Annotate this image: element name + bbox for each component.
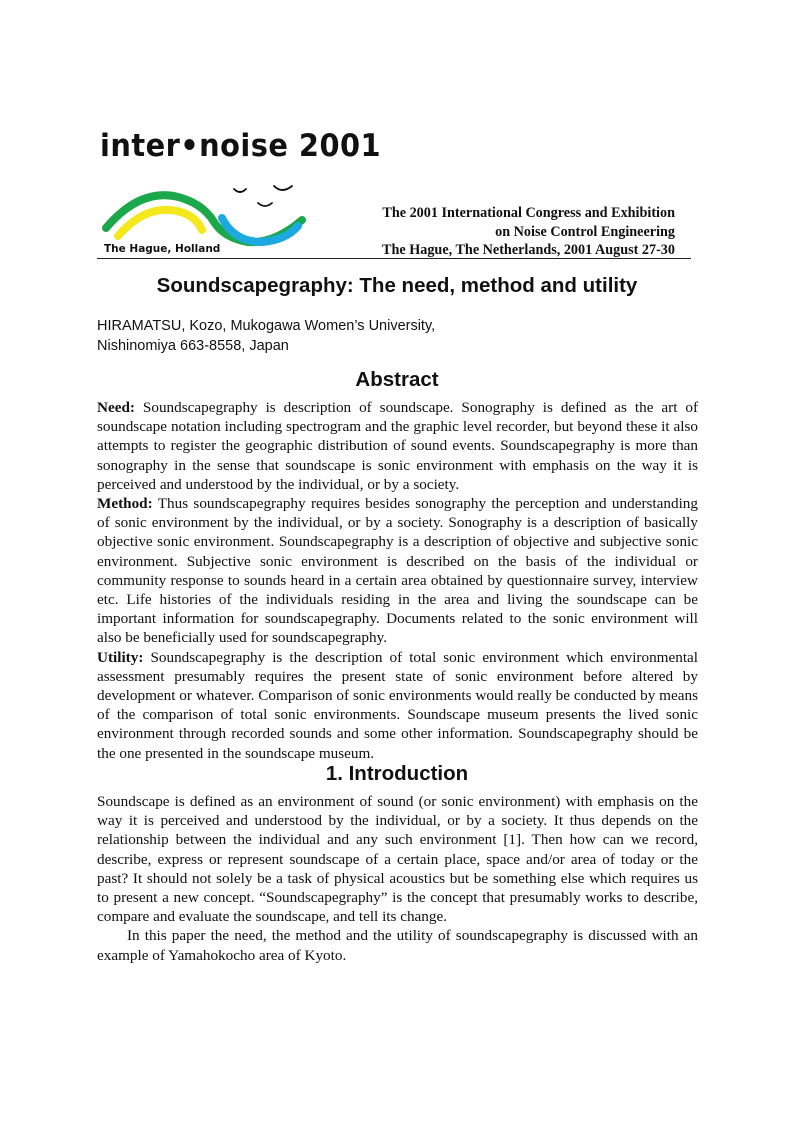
author-address: Nishinomiya 663-8558, Japan: [97, 338, 289, 354]
conference-logo-wordmark: inter•noise 2001: [100, 128, 382, 164]
utility-text: Soundscapegraphy is the description of total sonic environment which environmental assessment presumably requires the present state of sonic environment before altered by development or whatever. Comparison of sonic environments would really be conducted by means of the comparison of total sonic environments. Soundscape museum presents the lived sonic environment through recorded sounds and some other information. Soundscapegraphy should be the one presented in the soundscape museum.: [97, 648, 698, 762]
utility-label: Utility:: [97, 648, 144, 666]
abstract-utility-paragraph: [97, 648, 698, 763]
conference-line-2: on Noise Control Engineering: [495, 223, 675, 240]
abstract-heading: Abstract: [355, 368, 439, 391]
introduction-paragraph-2: In this paper the need, the method and the utility of soundscapegraphy is discussed with an example of Yamahokocho area of Kyoto.: [97, 927, 698, 964]
need-text: Soundscapegraphy is description of soundscape. Sonography is defined as the art of soundscape notation including spectrogram and the graphic level recorder, but beyond these it also attempts to register the geographic distribution of sound events. Soundscapegraphy is more than sonography in the sense that soundscape is sonic environment with emphasis on the way it is perceived and understood by the individual, or by a society.: [97, 399, 699, 493]
introduction-heading: 1. Introduction: [325, 762, 469, 785]
smile-mark-1: [234, 189, 246, 192]
smile-mark-2: [274, 186, 292, 190]
smile-mark-3: [258, 203, 272, 206]
conference-line-1: The 2001 International Congress and Exhibition: [382, 205, 675, 221]
abstract-method-paragraph: [97, 494, 698, 648]
method-label: Method:: [97, 495, 153, 513]
header-divider: [97, 258, 691, 259]
abstract-body: [97, 398, 698, 763]
yellow-wave: [118, 210, 202, 236]
need-label: Need:: [97, 399, 135, 416]
introduction-body: [97, 792, 698, 965]
abstract-need-paragraph: [97, 398, 698, 494]
method-text: Thus soundscapegraphy requires besides sonography the perception and understanding of sonic environment by the individual, or by a society. Sonography is a description of basically objective sonic environment. Soundscapegraphy is a description of objective and subjective sonic environment. Subjective sonic environment is described on the basis of the individual or community response to sounds heard in a certain area obtained by questionnaire survey, interview etc. Life histories of the individuals residing in the area and living the soundscape can be important information for soundscapegraphy. Documents related to the sonic environment will also be beneficially used for soundscapegraphy.: [97, 495, 698, 647]
conference-line-3: The Hague, The Netherlands, 2001 August 27-30: [382, 242, 675, 258]
author-affiliation: HIRAMATSU, Kozo, Mukogawa Women’s University,: [97, 318, 436, 334]
paper-title: Soundscapegraphy: The need, method and utility: [156, 274, 638, 297]
conference-location-label: The Hague, Holland: [104, 243, 221, 255]
introduction-paragraph-1: Soundscape is defined as an environment of sound (or sonic environment) with emphasis on the way it is perceived and understood by the individual, or by a society. It thus depends on the relationship between the individual and any such environment [1]. Then how can we record, describe, express or represent soundscape of a certain place, space and/or area of today or the past? It should not solely be a task of physical acoustics but be something else which requires us to present a new concept. “Soundscapegraphy” is the concept that presumably works to describe, compare and evaluate the soundscape, and tell its change.: [97, 793, 698, 926]
conference-info: [295, 204, 675, 260]
author-block: [97, 316, 435, 356]
